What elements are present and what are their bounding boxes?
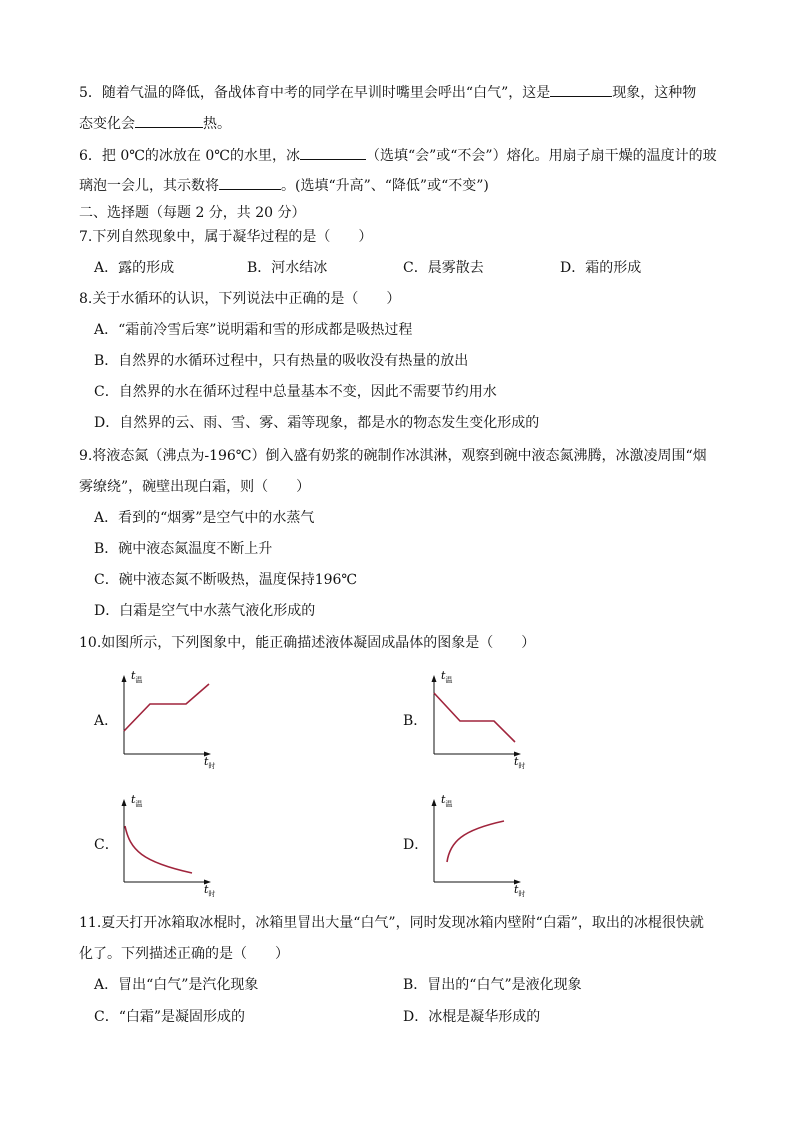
temperature-curve — [447, 821, 504, 862]
q10-label-d[interactable]: D． — [403, 837, 429, 853]
question-7-stem: 7.下列自然现象中，属于凝华过程的是（ ） — [79, 229, 373, 245]
q9-option-a[interactable]: A．看到的“烟雾”是空气中的水蒸气 — [94, 510, 315, 526]
question-11-stem-1: 11.夏天打开冰箱取冰棍时，冰箱里冒出大量“白气”，同时发现冰箱内壁附“白霜”，取出的冰棍很快就 — [79, 915, 704, 931]
temperature-curve — [434, 693, 515, 742]
q9-option-d[interactable]: D．白霜是空气中水蒸气液化形成的 — [94, 603, 316, 619]
q7-option-b[interactable]: B．河水结冰 — [247, 260, 328, 276]
y-axis-label: $t_温$ — [441, 793, 453, 808]
temperature-curve — [125, 826, 192, 873]
q7-option-c[interactable]: C．晨雾散去 — [403, 260, 484, 276]
q11-option-d[interactable]: D．冰棍是凝华形成的 — [403, 1009, 541, 1025]
q7-option-d[interactable]: D．霜的形成 — [560, 260, 642, 276]
y-axis-label: $t_温$ — [131, 793, 143, 808]
x-axis-label: $t_时$ — [204, 883, 216, 898]
question-5-line-1 — [79, 81, 696, 103]
question-11-stem-2: 化了。下列描述正确的是（ ） — [79, 946, 289, 962]
question-8-stem: 8.关于水循环的认识，下列说法中正确的是（ ） — [79, 291, 401, 307]
q8-option-a[interactable]: A．“霜前冷雪后寒”说明霜和雪的形成都是吸热过程 — [94, 322, 413, 338]
q5-text-2: 现象，这种物 — [612, 85, 697, 101]
q8-option-c[interactable]: C．自然界的水在循环过程中总量基本不变，因此不需要节约用水 — [94, 384, 497, 400]
section-heading: 二、选择题（每题 2 分，共 20 分） — [79, 205, 306, 221]
q5-blank-2[interactable] — [135, 112, 203, 128]
q5-blank-1[interactable] — [550, 81, 612, 97]
q9-option-b[interactable]: B．碗中液态氮温度不断上升 — [94, 541, 273, 557]
question-10-stem: 10.如图所示，下列图象中，能正确描述液体凝固成晶体的图象是（ ） — [79, 635, 536, 651]
question-9-stem-1: 9.将液态氮（沸点为-196℃）倒入盛有奶浆的碗制作冰淇淋，观察到碗中液态氮沸腾，冰激凌周围“烟 — [79, 448, 707, 464]
question-6-line-2 — [79, 174, 489, 196]
question-5-line-2 — [79, 112, 231, 134]
y-axis-label: $t_温$ — [441, 669, 453, 684]
q5-text-3: 态变化会 — [79, 116, 135, 132]
x-axis-label: $t_时$ — [204, 755, 216, 770]
x-axis-label: $t_时$ — [514, 883, 526, 898]
q6-text-4: 。(选填“升高”、“降低”或“不变”) — [281, 178, 489, 194]
y-axis-label: $t_温$ — [131, 669, 143, 684]
q10-label-b[interactable]: B． — [403, 713, 428, 729]
q9-option-c[interactable]: C．碗中液态氮不断吸热，温度保持196℃ — [94, 572, 358, 588]
q10-label-a[interactable]: A． — [94, 713, 119, 729]
q11-option-c[interactable]: C．“白霜”是凝固形成的 — [94, 1009, 246, 1025]
q10-graph-b — [422, 666, 532, 778]
q11-option-b[interactable]: B．冒出的“白气”是液化现象 — [403, 977, 582, 993]
q6-blank-2[interactable] — [219, 174, 281, 190]
y-axis-arrow — [432, 799, 437, 806]
q11-option-a[interactable]: A．冒出“白气”是汽化现象 — [94, 977, 259, 993]
q6-blank-1[interactable] — [300, 144, 366, 160]
q5-text-4: 热。 — [203, 116, 231, 132]
temperature-curve — [124, 684, 209, 731]
q10-graph-d — [422, 790, 532, 902]
q10-label-c[interactable]: C． — [94, 837, 119, 853]
q10-graph-c — [112, 790, 222, 902]
q6-text-1: 6．把 0℃的冰放在 0℃的水里，冰 — [79, 148, 300, 164]
x-axis-label: $t_时$ — [514, 755, 526, 770]
q7-option-a[interactable]: A．露的形成 — [94, 260, 175, 276]
q8-option-d[interactable]: D．自然界的云、雨、雪、雾、霜等现象，都是水的物态发生变化形成的 — [94, 415, 540, 431]
question-9-stem-2: 雾缭绕”，碗壁出现白霜，则（ ） — [79, 479, 311, 495]
question-6-line-1 — [79, 144, 717, 166]
q10-graph-a — [112, 666, 222, 778]
y-axis-arrow — [432, 675, 437, 682]
q5-text-1: 5．随着气温的降低，备战体育中考的同学在早训时嘴里会呼出“白气”，这是 — [79, 85, 551, 101]
q8-option-b[interactable]: B．自然界的水循环过程中，只有热量的吸收没有热量的放出 — [94, 353, 469, 369]
y-axis-arrow — [122, 675, 127, 682]
q6-text-3: 璃泡一会儿，其示数将 — [79, 178, 219, 194]
y-axis-arrow — [122, 799, 127, 806]
q6-text-2: （选填“会”或“不会”）熔化。用扇子扇干燥的温度计的玻 — [365, 148, 717, 164]
